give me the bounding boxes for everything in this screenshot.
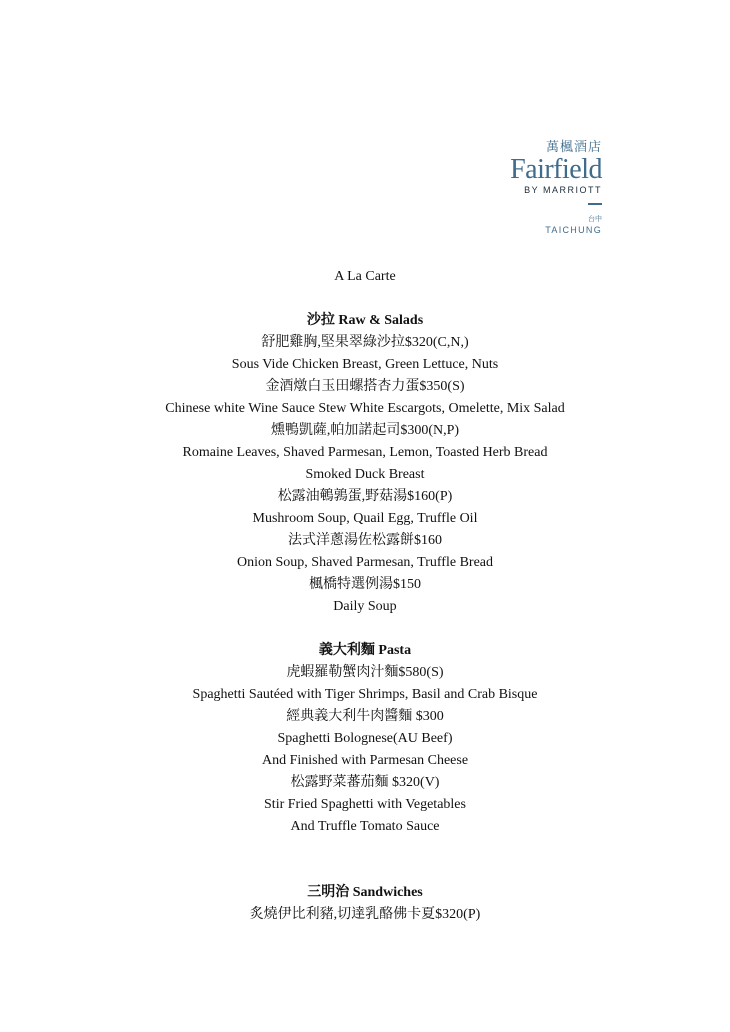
spacer (0, 860, 730, 882)
menu-line: Daily Soup (333, 599, 397, 614)
section-heading-pasta: 義大利麵 Pasta (318, 643, 412, 658)
menu-line: Spaghetti Sautéed with Tiger Shrimps, Basil and Crab Bisque (192, 687, 538, 702)
menu-line: 法式洋蔥湯佐松露餅$160 (288, 533, 442, 548)
menu-line: Smoked Duck Breast (305, 467, 425, 482)
menu-line: 松露野菜蕃茄麵 $320(V) (290, 775, 440, 790)
menu-line: Mushroom Soup, Quail Egg, Truffle Oil (252, 511, 478, 526)
menu-line: 虎蝦羅勒蟹肉汁麵$580(S) (286, 665, 444, 680)
logo-city: TAICHUNG (545, 225, 602, 235)
menu-line: 經典義大利牛肉醬麵 $300 (286, 709, 444, 724)
menu-line: Stir Fried Spaghetti with Vegetables (264, 797, 466, 812)
menu-line: 金酒燉白玉田螺搭杏力蛋$350(S) (265, 379, 465, 394)
menu-line: Romaine Leaves, Shaved Parmesan, Lemon, Toasted Herb Bread (182, 445, 548, 460)
menu-line: Spaghetti Bolognese(AU Beef) (277, 731, 453, 746)
menu-line: Onion Soup, Shaved Parmesan, Truffle Bread (237, 555, 493, 570)
menu-line: 松露油鵪鶉蛋,野菇湯$160(P) (277, 489, 453, 504)
hotel-logo (510, 140, 602, 236)
menu-title: A La Carte (334, 269, 396, 284)
logo-brand: Fairfield (510, 154, 602, 185)
section-heading-sandwiches: 三明治 Sandwiches (307, 885, 423, 900)
menu-line: Chinese white Wine Sauce Stew White Escargots, Omelette, Mix Salad (165, 401, 565, 416)
menu-line: 楓橋特選例湯$150 (309, 577, 421, 592)
section-heading-salads: 沙拉 Raw & Salads (306, 313, 424, 328)
menu-line: 舒肥雞胸,堅果翠綠沙拉$320(C,N,) (261, 335, 469, 350)
logo-sub: BY MARRIOTT (524, 185, 602, 195)
spacer (0, 288, 730, 310)
menu-line: 炙燒伊比利豬,切達乳酪佛卡夏$320(P) (249, 907, 481, 922)
logo-divider (588, 203, 602, 205)
spacer (0, 618, 730, 640)
spacer (0, 838, 730, 860)
logo-city-cn: 台中 (588, 215, 602, 223)
menu-line: 燻鴨凱薩,帕加諾起司$300(N,P) (270, 423, 460, 438)
menu-line: Sous Vide Chicken Breast, Green Lettuce, Nuts (231, 357, 499, 372)
menu-line: And Truffle Tomato Sauce (290, 819, 440, 834)
menu-body (0, 266, 730, 926)
logo-chinese-name: 萬楓酒店 (545, 140, 602, 155)
menu-line: And Finished with Parmesan Cheese (261, 753, 469, 768)
